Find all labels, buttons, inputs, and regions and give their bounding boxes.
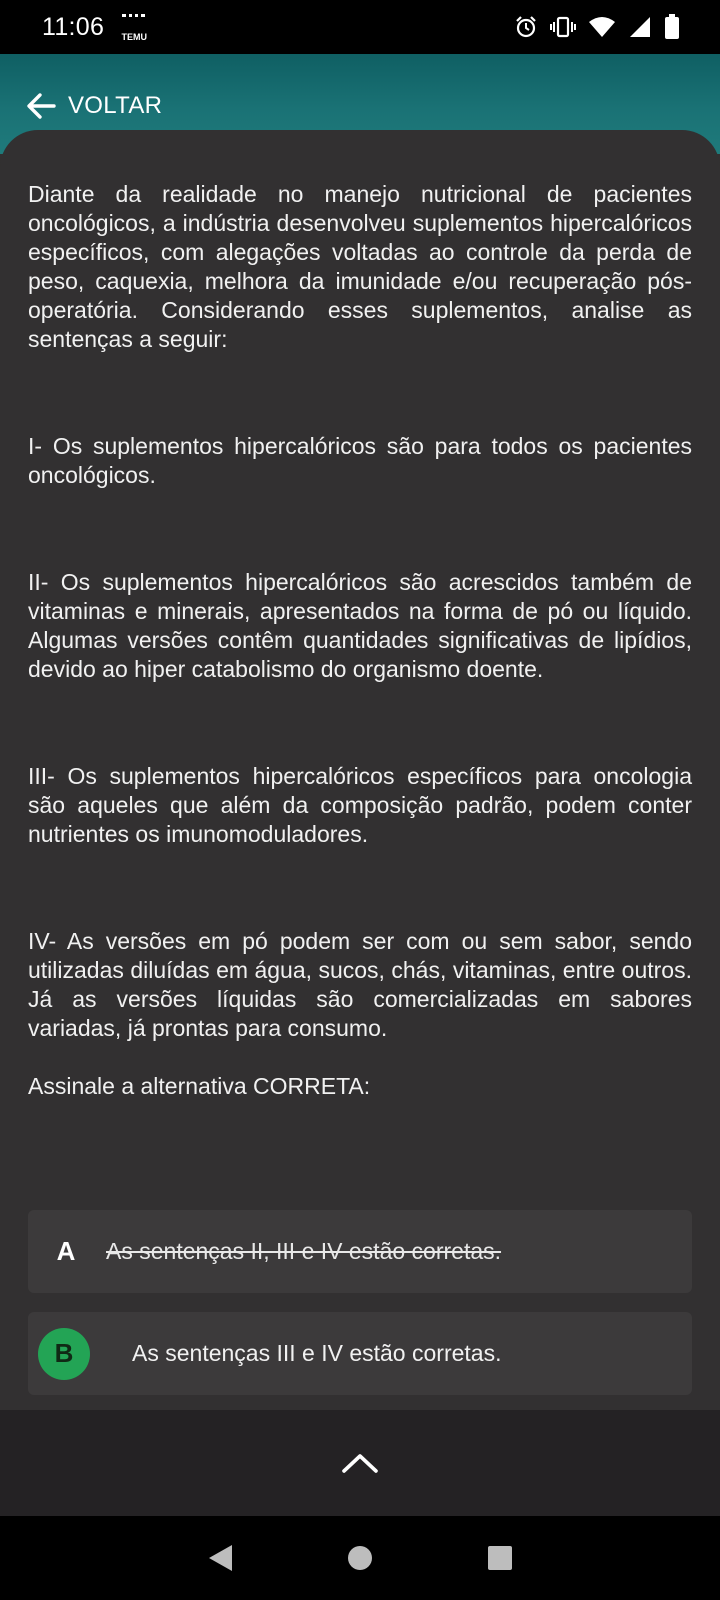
vibrate-icon (550, 15, 576, 39)
statement-2: II- Os suplementos hipercalóricos são acrescidos também de vitaminas e minerais, apresentados na forma de pó ou líquido. Algumas versões contêm quantidades significativas de lipídios, devido ao hiper catabolismo do organismo doente. (28, 569, 692, 682)
statement-4: IV- As versões em pó podem ser com ou sem sabor, sendo utilizadas diluídas em água, sucos, chás, vitaminas, entre outros. Já as versões líquidas são comercializadas em sabores variadas, já prontas para consumo. (28, 928, 692, 1041)
back-label: VOLTAR (68, 92, 163, 119)
option-a-text: As sentenças II, III e IV estão corretas. (106, 1238, 502, 1264)
nav-back-button[interactable] (200, 1538, 240, 1578)
option-a-letter: A (56, 1236, 76, 1266)
back-button[interactable] (24, 82, 162, 130)
nav-home-icon (346, 1544, 374, 1572)
nav-home-button[interactable] (340, 1538, 380, 1578)
temu-badge-label: TEMU (121, 31, 147, 42)
alarm-icon (514, 15, 538, 39)
option-b-letter: B (38, 1328, 90, 1380)
system-nav-bar (0, 1516, 720, 1600)
option-b-text: As sentenças III e IV estão corretas. (132, 1340, 502, 1366)
bottom-bar (0, 1410, 720, 1516)
expand-button[interactable] (330, 1433, 390, 1493)
battery-icon (664, 14, 680, 40)
statement-1: I- Os suplementos hipercalóricos são para todos os pacientes oncológicos. (28, 433, 692, 488)
question-intro: Diante da realidade no manejo nutricional de pacientes oncológicos, a indústria desenvolveu suplementos hipercalóricos específicos, com alegações voltadas ao controle da perda de peso, caquexia, melhora da imunidade e/ou recuperação pós-operatória. Considerando esses suplementos, analise as sentenças a seguir: (28, 181, 692, 352)
question-prompt: Assinale a alternativa CORRETA: (28, 1073, 371, 1099)
status-right (514, 14, 680, 40)
option-a[interactable] (28, 1210, 692, 1293)
arrow-left-icon (24, 89, 58, 123)
temu-notification-icon (120, 13, 148, 42)
nav-recents-button[interactable] (480, 1538, 520, 1578)
statement-3: III- Os suplementos hipercalóricos específicos para oncologia são aqueles que além da composição padrão, podem conter nutrientes os imunomoduladores. (28, 763, 692, 847)
temu-badge-graphic (120, 13, 148, 31)
status-left (42, 13, 148, 42)
status-bar (0, 0, 720, 54)
wifi-icon (588, 15, 616, 39)
nav-back-icon (206, 1543, 234, 1573)
question-text (28, 180, 692, 1101)
option-b[interactable] (28, 1312, 692, 1395)
question-card (0, 130, 720, 1410)
nav-recents-icon (486, 1544, 514, 1572)
chevron-up-icon (340, 1451, 380, 1475)
status-time: 11:06 (42, 12, 105, 41)
signal-icon (628, 15, 652, 39)
